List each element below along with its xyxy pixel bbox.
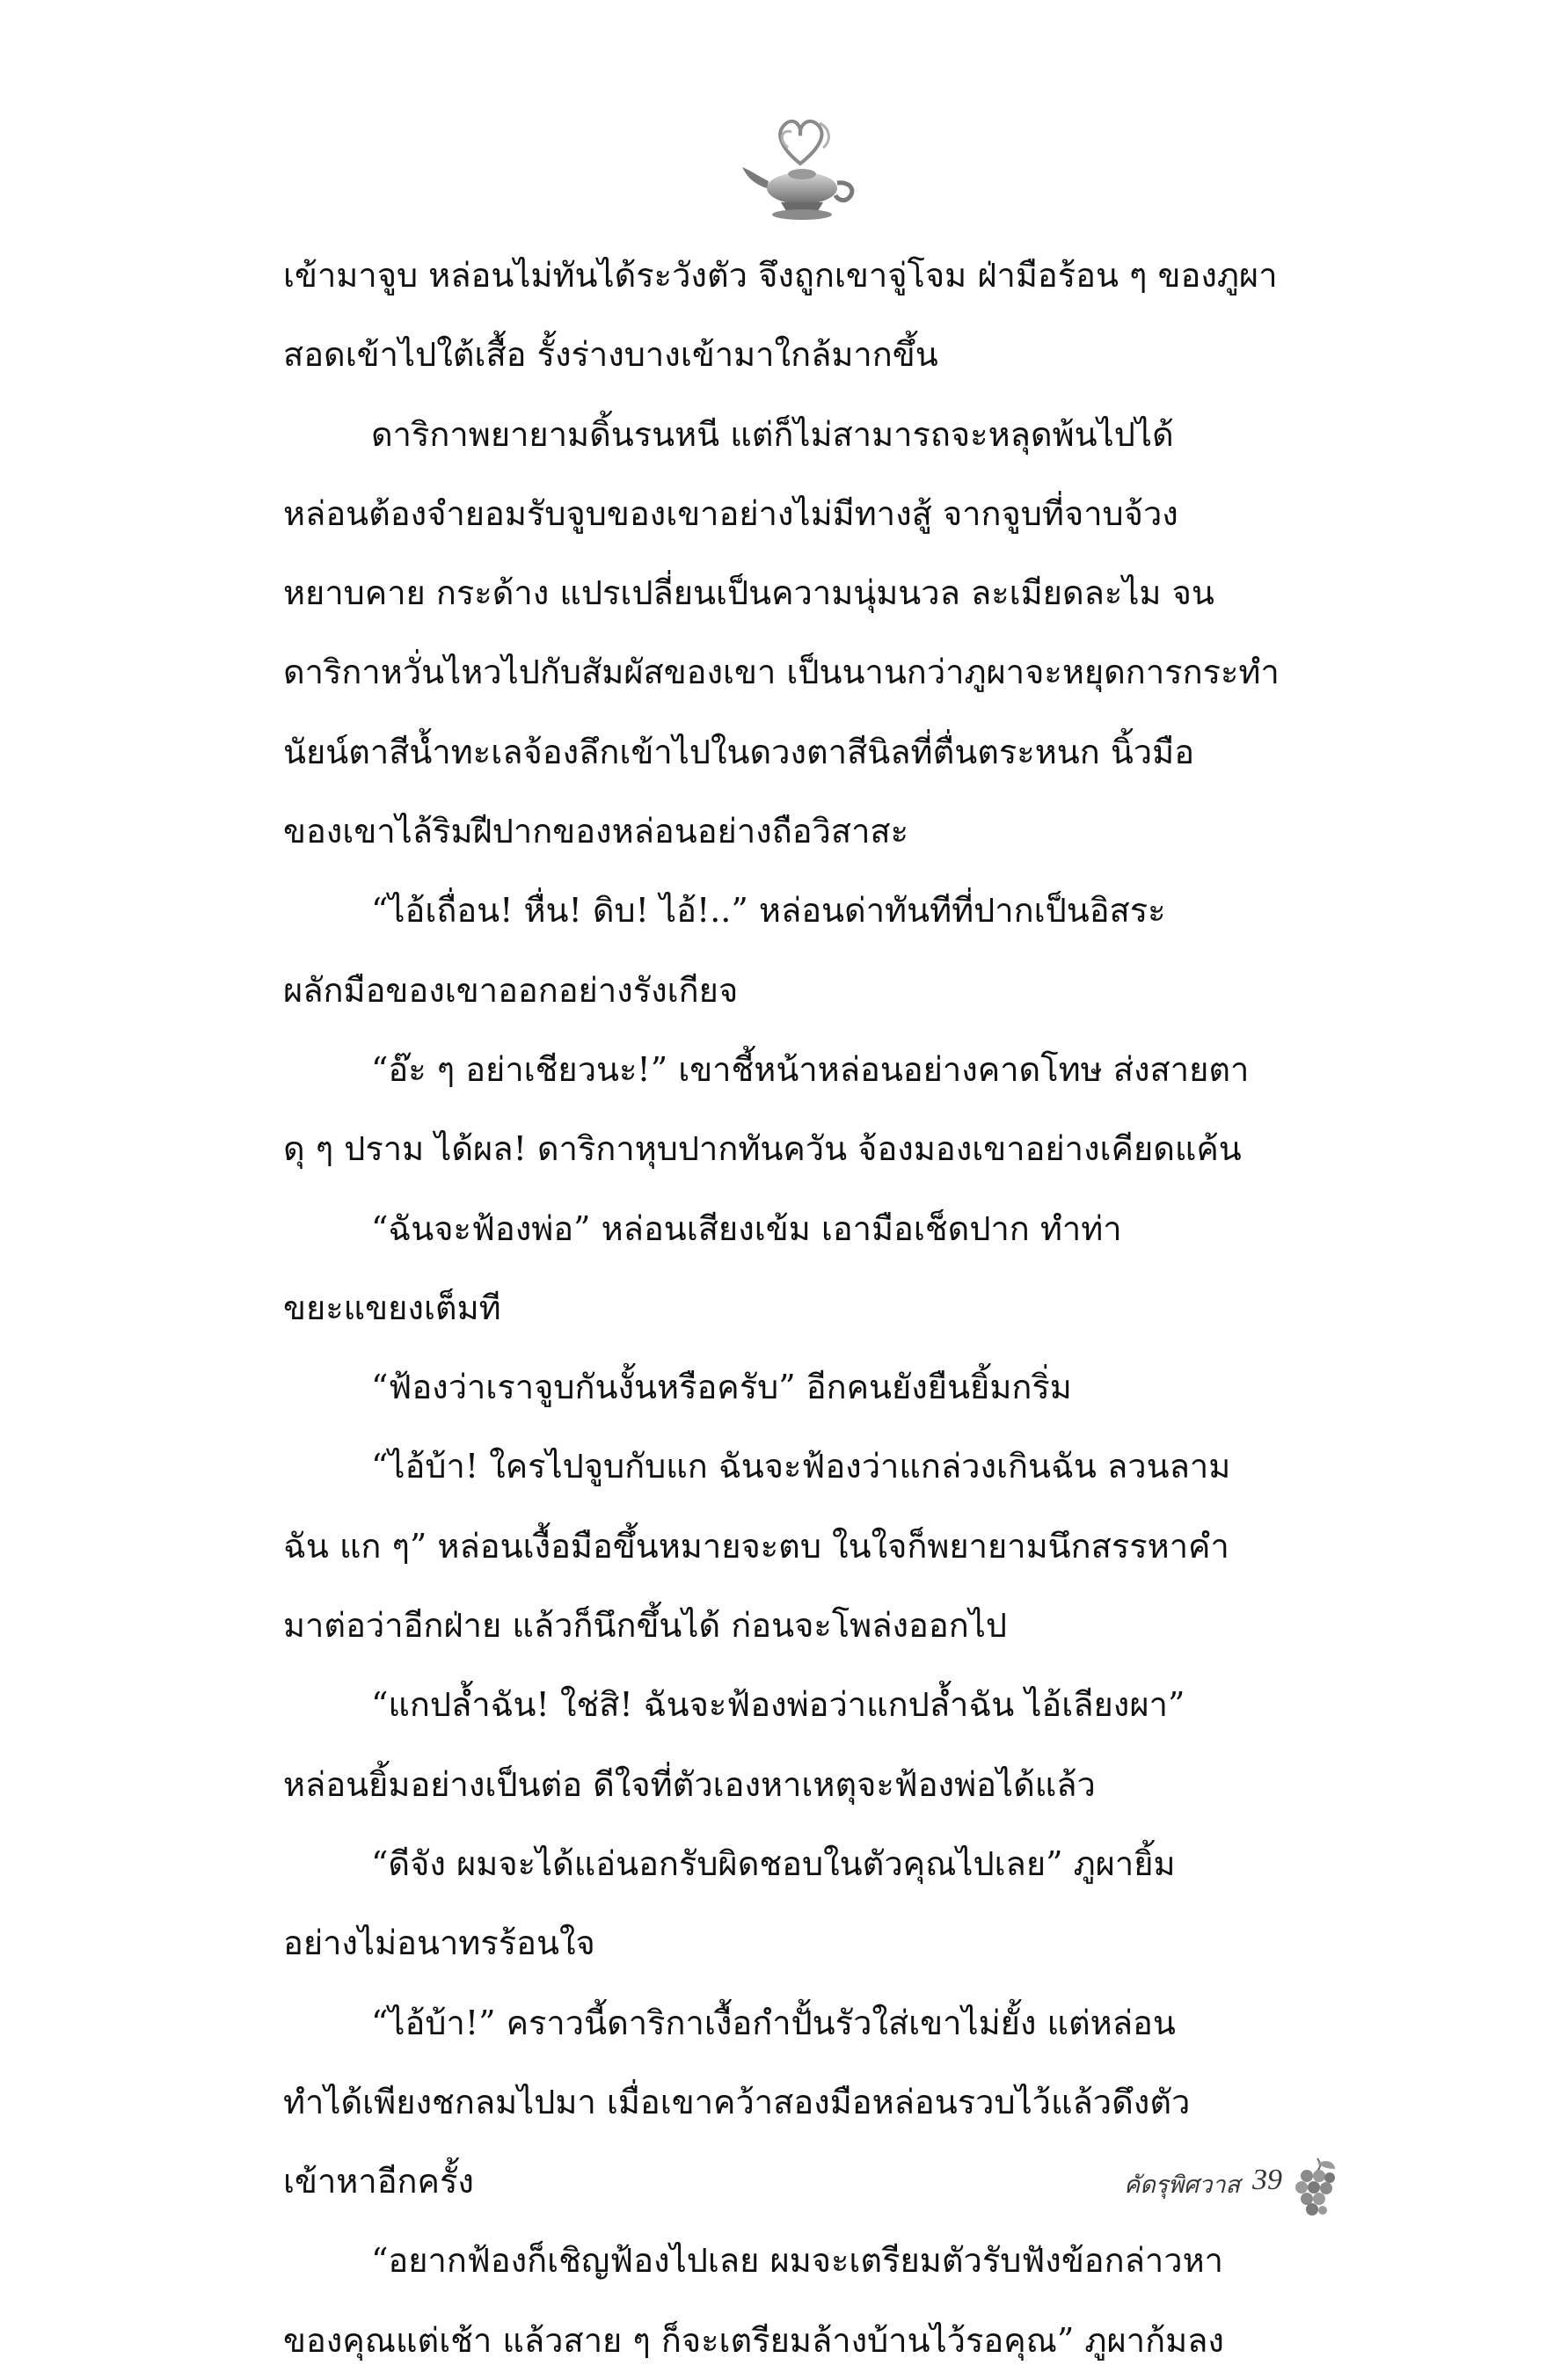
text-line: “ดีจัง ผมจะได้แอ่นอกรับผิดชอบในตัวคุณไปเลย” ภูผายิ้ม [371, 1843, 1176, 1883]
body-text [283, 236, 1338, 2380]
text-line: เข้ามาจูบ หล่อนไม่ทันได้ระวังตัว จึงถูกเขาจู่โจม ฝ่ามือร้อน ๆ ของภูผา [283, 256, 1278, 295]
text-line: ของคุณแต่เช้า แล้วสาย ๆ ก็จะเตรียมล้างบ้านไว้รอคุณ” ภูผาก้มลง [283, 2320, 1224, 2360]
text-line: “แกปล้ำฉัน! ใช่สิ! ฉันจะฟ้องพ่อว่าแกปล้ำฉัน ไอ้เลียงผา” [371, 1685, 1185, 1725]
text-line: ดาริกาพยายามดิ้นรนหนี แต่ก็ไม่สามารถจะหลุดพ้นไปได้ [371, 414, 1174, 454]
text-line: “ไอ้บ้า!” คราวนี้ดาริกาเงื้อกำปั้นรัวใส่เขาไม่ยั้ง แต่หล่อน [371, 2003, 1176, 2042]
text-line: ของเขาไล้ริมฝีปากของหล่อนอย่างถือวิสาสะ [283, 812, 909, 851]
text-line: อย่างไม่อนาทรร้อนใจ [283, 1924, 595, 1963]
page-footer [1055, 2155, 1354, 2225]
text-line: ดุ ๆ ปราม ได้ผล! ดาริกาหุบปากทันควัน จ้องมองเขาอย่างเคียดแค้น [283, 1129, 1242, 1169]
teapot-heart-ornament-icon [739, 113, 862, 225]
text-line: “ไอ้เถื่อน! หื่น! ดิบ! ไอ้!..” หล่อนด่าทันทีที่ปากเป็นอิสระ [371, 891, 1166, 931]
text-line: สอดเข้าไปใต้เสื้อ รั้งร่างบางเข้ามาใกล้มากขึ้น [283, 335, 938, 375]
text-line: ฉัน แก ๆ” หล่อนเงื้อมือขึ้นหมายจะตบ ในใจก็พยายามนึกสรรหาคำ [283, 1526, 1229, 1566]
text-line: เข้าหาอีกครั้ง [283, 2162, 474, 2201]
text-line: นัยน์ตาสีน้ำทะเลจ้องลึกเข้าไปในดวงตาสีนิลที่ตื่นตระหนก นิ้วมือ [283, 732, 1195, 771]
grape-cluster-icon [1291, 2155, 1338, 2222]
text-line: “ไอ้บ้า! ใครไปจูบกับแก ฉันจะฟ้องว่าแกล่วงเกินฉัน ลวนลาม [371, 1447, 1231, 1486]
page-number: 39 [1252, 2164, 1282, 2196]
text-line: หยาบคาย กระด้าง แปรเปลี่ยนเป็นความนุ่มนวล ละเมียดละไม จน [283, 573, 1214, 613]
text-line: “ฉันจะฟ้องพ่อ” หล่อนเสียงเข้ม เอามือเช็ดปาก ทำท่า [371, 1208, 1122, 1248]
text-line: “อ๊ะ ๆ อย่าเชียวนะ!” เขาชี้หน้าหล่อนอย่างคาดโทษ ส่งสายตา [371, 1049, 1250, 1089]
text-line: หล่อนยิ้มอย่างเป็นต่อ ดีใจที่ตัวเองหาเหตุจะฟ้องพ่อได้แล้ว [283, 1764, 1096, 1804]
text-line: ดาริกาหวั่นไหวไปกับสัมผัสของเขา เป็นนานกว่าภูผาจะหยุดการกระทำ [283, 653, 1280, 692]
text-line: ทำได้เพียงชกลมไปมา เมื่อเขาคว้าสองมือหล่อนรวบไว้แล้วดึงตัว [283, 2082, 1191, 2121]
text-line: “อยากฟ้องก็เชิญฟ้องไปเลย ผมจะเตรียมตัวรับฟังข้อกล่าวหา [371, 2241, 1223, 2281]
running-title: คัดรุพิศวาส [1124, 2172, 1240, 2199]
text-line: มาต่อว่าอีกฝ่าย แล้วก็นึกขึ้นได้ ก่อนจะโพล่งออกไป [283, 1606, 1007, 1646]
text-line: ผลักมือของเขาออกอย่างรังเกียจ [283, 970, 739, 1010]
text-line: “ฟ้องว่าเราจูบกันงั้นหรือครับ” อีกคนยังยืนยิ้มกริ่ม [371, 1368, 1072, 1407]
text-line: หล่อนต้องจำยอมรับจูบของเขาอย่างไม่มีทางสู้ จากจูบที่จาบจ้วง [283, 493, 1178, 533]
text-line: ขยะแขยงเต็มที [283, 1288, 501, 1327]
